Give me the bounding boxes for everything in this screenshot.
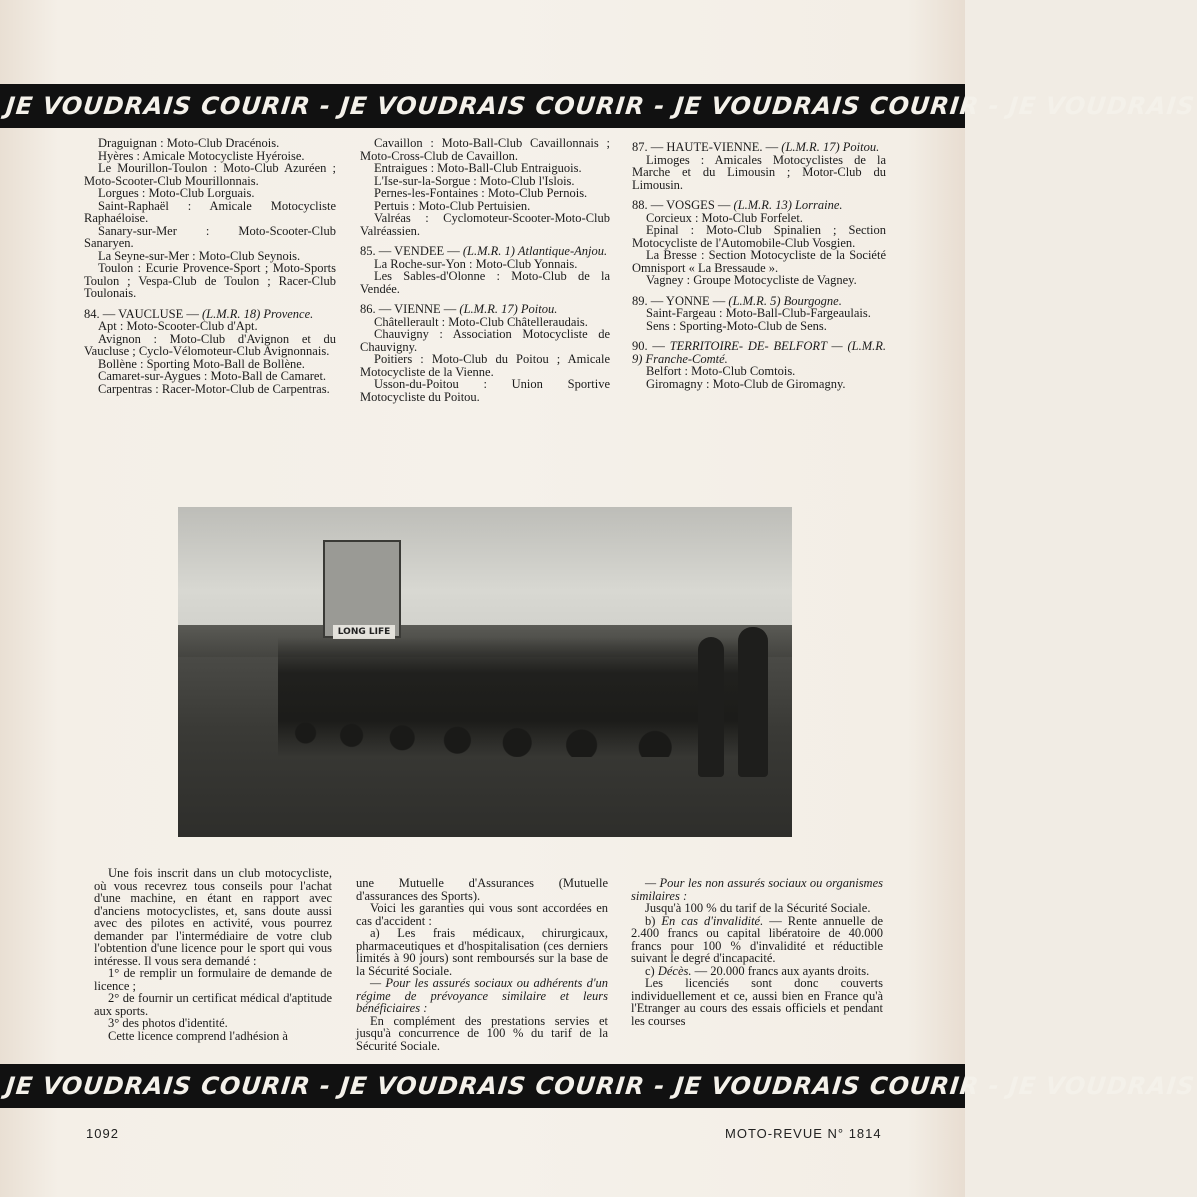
paragraph-italic: (L.M.R. 17) Poitou. xyxy=(459,302,558,316)
paragraph-lead: b) xyxy=(645,913,662,928)
top-column-2 xyxy=(360,137,610,403)
paragraph-text: Avignon : Moto-Club d'Avignon et du Vaucluse ; Cyclo-Vélomoteur-Club Avignonnais. xyxy=(84,331,336,358)
race-photo xyxy=(178,507,792,837)
paragraph-italic: (L.M.R. 5) Bourgogne. xyxy=(728,293,842,308)
paragraph-lead: 86. — VIENNE — xyxy=(360,302,460,316)
bottom-column-2 xyxy=(356,877,608,1052)
paragraph-text: Apt : Moto-Scooter-Club d'Apt. xyxy=(98,319,258,333)
paragraph-text: Pertuis : Moto-Club Pertuisien. xyxy=(374,198,531,213)
column-paragraph xyxy=(84,333,336,358)
paragraph-lead: 85. — VENDEE — xyxy=(360,244,463,258)
paragraph-italic: (L.M.R. 18) Provence. xyxy=(201,306,314,321)
paragraph-text: La Roche-sur-Yon : Moto-Club Yonnais. xyxy=(374,256,578,271)
paragraph-lead: 87. — HAUTE-VIENNE. — xyxy=(632,140,782,154)
paragraph-text: Pernes-les-Fontaines : Moto-Club Pernois. xyxy=(374,186,588,200)
column-paragraph xyxy=(84,383,336,396)
paragraph-text: Sens : Sporting-Moto-Club de Sens. xyxy=(646,318,827,333)
column-paragraph xyxy=(360,328,610,353)
paragraph-text: Corcieux : Moto-Club Forfelet. xyxy=(646,210,803,225)
column-paragraph xyxy=(360,137,610,162)
column-paragraph xyxy=(94,992,332,1017)
paragraph-lead: c) xyxy=(645,963,658,978)
column-paragraph xyxy=(360,270,610,295)
bottom-column-3 xyxy=(631,877,883,1027)
column-paragraph xyxy=(84,262,336,300)
riders-on-start-line xyxy=(278,637,738,757)
paragraph-text: Les Sables-d'Olonne : Moto-Club de la Vendée. xyxy=(360,269,610,296)
paragraph-text: Carpentras : Racer-Motor-Club de Carpentras. xyxy=(98,381,330,396)
paragraph-text: La Seyne-sur-Mer : Moto-Club Seynois. xyxy=(98,248,301,263)
paragraph-text: Draguignan : Moto-Club Dracénois. xyxy=(98,136,280,150)
paragraph-text: La Bresse : Section Motocycliste de la Société Omnisport « La Bressaude ». xyxy=(632,248,886,275)
column-paragraph xyxy=(632,249,886,274)
paragraph-text: Limoges : Amicales Motocyclistes de la Marche et du Limousin ; Motor-Club du Limousin. xyxy=(632,152,886,192)
paragraph-text: Voici les garanties qui vous sont accordées en cas d'accident : xyxy=(356,901,608,928)
bottom-banner-text: JE VOUDRAIS COURIR - JE VOUDRAIS COURIR - JE VOUDRAIS COURIR - JE VOUDRAIS xyxy=(4,1072,1197,1100)
paragraph-text: une Mutuelle d'Assurances (Mutuelle d'assurances des Sports). xyxy=(356,876,608,903)
column-paragraph xyxy=(631,877,883,902)
paragraph-italic: (L.M.R. 13) Lorraine. xyxy=(733,198,843,212)
column-paragraph xyxy=(632,320,886,333)
top-column-3 xyxy=(632,141,886,390)
column-paragraph xyxy=(632,224,886,249)
paragraph-text: Saint-Raphaël : Amicale Motocycliste Raphaéloise. xyxy=(84,198,336,225)
paragraph-italic: — Pour les assurés sociaux ou adhérents d'un régime de prévoyance similaire et leurs bénéficiaires : xyxy=(356,976,608,1015)
paragraph-text: Jusqu'à 100 % du tarif de la Sécurité Sociale. xyxy=(645,901,871,915)
column-paragraph xyxy=(360,212,610,237)
paragraph-italic: En cas d'invalidité. xyxy=(661,913,764,928)
paragraph-text: Valréas : Cyclomoteur-Scooter-Moto-Club Valréassien. xyxy=(360,211,610,238)
paragraph-text: Hyères : Amicale Motocycliste Hyéroise. xyxy=(98,148,305,163)
paragraph-text: Cette licence comprend l'adhésion à xyxy=(108,1028,288,1043)
spectator xyxy=(738,627,768,777)
column-paragraph xyxy=(356,977,608,1015)
paragraph-text: Camaret-sur-Aygues : Moto-Ball de Camaret. xyxy=(98,369,327,383)
paragraph-lead: 89. — YONNE — xyxy=(632,293,729,308)
column-paragraph xyxy=(94,1030,332,1043)
bottom-banner xyxy=(0,1064,1197,1108)
paragraph-italic: (L.M.R. 17) Poitou. xyxy=(781,140,880,154)
paragraph-text: 2° de fournir un certificat médical d'aptitude aux sports. xyxy=(94,991,332,1018)
column-paragraph xyxy=(356,902,608,927)
column-paragraph xyxy=(356,1015,608,1053)
paragraph-text: Chauvigny : Association Motocycliste de Chauvigny. xyxy=(360,327,610,354)
paragraph-text: Sanary-sur-Mer : Moto-Scooter-Club Sanaryen. xyxy=(84,223,336,250)
paragraph-text: Châtellerault : Moto-Club Châtelleraudais. xyxy=(374,314,588,329)
column-paragraph xyxy=(94,867,332,967)
column-paragraph xyxy=(632,274,886,287)
column-paragraph xyxy=(632,378,886,391)
paragraph-text: Epinal : Moto-Club Spinalien ; Section Motocycliste de l'Automobile-Club Vosgien. xyxy=(632,223,886,250)
paragraph-text: Usson-du-Poitou : Union Sportive Motocycliste du Poitou. xyxy=(360,377,610,404)
paragraph-italic: Décès. xyxy=(657,963,692,978)
paragraph-text: Les licenciés sont donc couverts individuellement et ce, aussi bien en France qu'à l'Etranger au cours des essais officiels et pendant les courses xyxy=(631,976,883,1028)
column-paragraph xyxy=(631,915,883,965)
paragraph-text: Giromagny : Moto-Club de Giromagny. xyxy=(646,376,846,391)
column-paragraph xyxy=(84,200,336,225)
paragraph-text: — Rente annuelle de 2.400 francs ou capital libératoire de 40.000 francs pour 100 % d'invalidité et réductible suivant le degré d'incapacité. xyxy=(631,913,884,965)
top-banner xyxy=(0,84,1197,128)
top-column-1 xyxy=(84,137,336,395)
paragraph-lead: 84. — VAUCLUSE — xyxy=(84,306,202,321)
column-paragraph xyxy=(356,877,608,902)
column-paragraph xyxy=(360,353,610,378)
page-number: 1092 xyxy=(86,1126,119,1141)
paragraph-text: Poitiers : Moto-Club du Poitou ; Amicale Motocycliste de la Vienne. xyxy=(360,352,610,379)
paragraph-text: Belfort : Moto-Club Comtois. xyxy=(646,364,796,378)
paragraph-italic: — Pour les non assurés sociaux ou organismes similaires : xyxy=(631,876,883,903)
column-paragraph xyxy=(360,378,610,403)
paragraph-lead: 90. — xyxy=(632,339,670,353)
paragraph-text: — 20.000 francs aux ayants droits. xyxy=(691,963,870,978)
spectator xyxy=(698,637,724,777)
paragraph-text: a) Les frais médicaux, chirurgicaux, pharmaceutiques et d'hospitalisation (ces derniers limités à 90 jours) sont remboursés sur la base de la Sécurité Sociale. xyxy=(356,926,608,978)
paragraph-text: En complément des prestations servies et jusqu'à concurrence de 100 % du tarif de la Sécurité Sociale. xyxy=(356,1013,608,1053)
column-paragraph xyxy=(84,162,336,187)
column-paragraph xyxy=(94,967,332,992)
paragraph-text: Le Mourillon-Toulon : Moto-Club Azuréen ; Moto-Scooter-Club Mourillonnais. xyxy=(84,161,336,188)
paragraph-text: 1° de remplir un formulaire de demande de licence ; xyxy=(94,966,332,993)
paragraph-text: Toulon : Ecurie Provence-Sport ; Moto-Sports Toulon ; Vespa-Club de Toulon ; Racer-Club Toulonais. xyxy=(84,261,336,300)
column-paragraph xyxy=(631,977,883,1027)
column-paragraph xyxy=(632,154,886,192)
paragraph-text: 3° des photos d'identité. xyxy=(108,1016,228,1030)
paragraph-italic: TERRITOIRE- DE- BELFORT — (L.M.R. 9) Franche-Comté. xyxy=(632,339,886,366)
top-banner-text: JE VOUDRAIS COURIR - JE VOUDRAIS COURIR - JE VOUDRAIS COURIR - JE VOUDRAIS xyxy=(4,92,1197,120)
paragraph-text: Saint-Fargeau : Moto-Ball-Club-Fargeaulais. xyxy=(646,306,871,320)
paragraph-text: Vagney : Groupe Motocycliste de Vagney. xyxy=(646,273,857,287)
tower-sign: LONG LIFE xyxy=(333,625,395,639)
publication-name: MOTO-REVUE N° 1814 xyxy=(725,1126,882,1141)
paragraph-text: Entraigues : Moto-Ball-Club Entraiguois. xyxy=(374,161,582,175)
paragraph-text: Bollène : Sporting Moto-Ball de Bollène. xyxy=(98,356,305,371)
department-heading xyxy=(632,340,886,365)
paragraph-italic: (L.M.R. 1) Atlantique-Anjou. xyxy=(462,244,608,258)
timing-tower xyxy=(323,540,401,638)
bottom-column-1 xyxy=(94,867,332,1042)
paragraph-text: Cavaillon : Moto-Ball-Club Cavaillonnais ; Moto-Cross-Club de Cavaillon. xyxy=(360,136,610,163)
paragraph-text: Une fois inscrit dans un club motocycliste, où vous recevrez tous conseils pour l'achat d'une machine, en étant en rapport avec d'anciens motocyclistes, et, sans doute aussi avec des pilotes en activité, vous pourrez demander par l'intermédiaire de votre club l'obtention d'une licence pour le sport qui vous intéresse. Il vous sera demandé : xyxy=(94,866,332,968)
paragraph-lead: 88. — VOSGES — xyxy=(632,198,734,212)
column-paragraph xyxy=(356,927,608,977)
paragraph-text: L'Ise-sur-la-Sorgue : Moto-Club l'Islois. xyxy=(374,173,575,188)
column-paragraph xyxy=(84,225,336,250)
paragraph-text: Lorgues : Moto-Club Lorguais. xyxy=(98,186,255,200)
